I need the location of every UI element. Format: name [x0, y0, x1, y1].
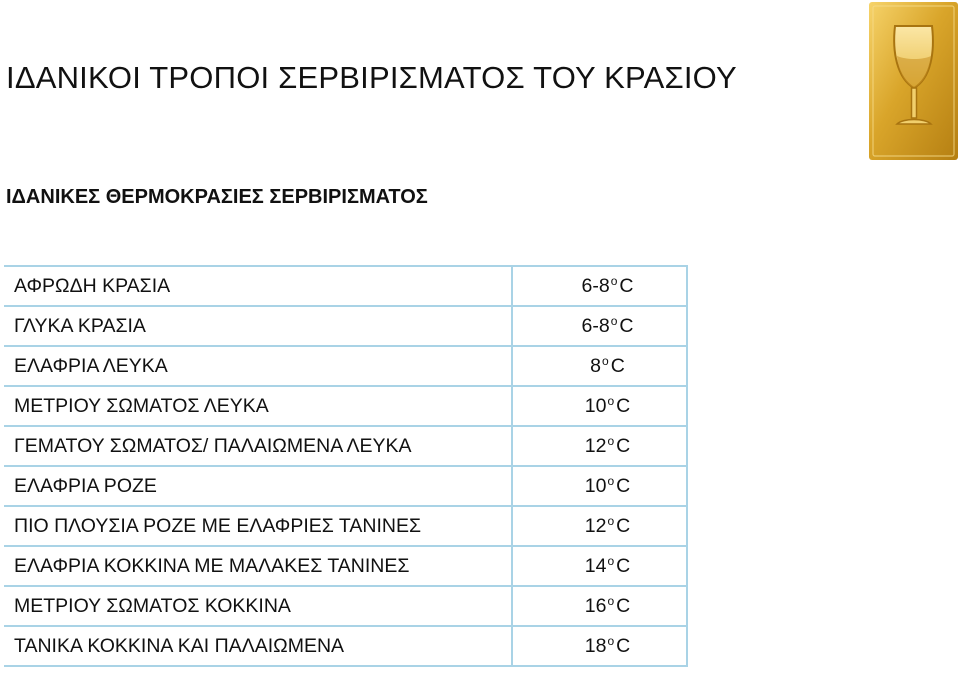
- table-row: [4, 466, 687, 506]
- table-row: [4, 426, 687, 466]
- temperature-cell: [512, 586, 687, 626]
- temperature-unit: C: [619, 315, 634, 337]
- section-subtitle: ΙΔΑΝΙΚΕΣ ΘΕΡΜΟΚΡΑΣΙΕΣ ΣΕΡΒΙΡΙΣΜΑΤΟΣ: [6, 186, 428, 208]
- degree-mark: o: [610, 274, 618, 288]
- temperature-value: 18: [584, 635, 607, 657]
- serving-temperature-table: [4, 265, 688, 667]
- temperature-cell: [512, 346, 687, 386]
- temperature-value: 6-8: [581, 315, 610, 337]
- temperature-unit: C: [619, 275, 634, 297]
- temperature-value: 14: [584, 555, 607, 577]
- temperature-cell: [512, 386, 687, 426]
- temperature-unit: C: [616, 435, 631, 457]
- wine-type-cell: ΕΛΑΦΡΙΑ ΡΟΖΕ: [4, 466, 512, 506]
- temperature-cell: [512, 306, 687, 346]
- temperature-unit: C: [610, 355, 625, 377]
- temperature-unit: C: [616, 515, 631, 537]
- wine-type-cell: ΕΛΑΦΡΙΑ ΛΕΥΚΑ: [4, 346, 512, 386]
- table-row: [4, 266, 687, 306]
- wine-type-cell: ΜΕΤΡΙΟΥ ΣΩΜΑΤΟΣ ΚΟΚΚΙΝΑ: [4, 586, 512, 626]
- table-row: [4, 346, 687, 386]
- temperature-cell: [512, 466, 687, 506]
- temperature-cell: [512, 506, 687, 546]
- wine-type-cell: ΕΛΑΦΡΙΑ ΚΟΚΚΙΝΑ ΜΕ ΜΑΛΑΚΕΣ ΤΑΝΙΝΕΣ: [4, 546, 512, 586]
- table-row: [4, 586, 687, 626]
- temperature-value: 12: [584, 515, 607, 537]
- temperature-value: 10: [584, 475, 607, 497]
- degree-mark: o: [607, 394, 615, 408]
- temperature-cell: [512, 266, 687, 306]
- wine-type-cell: ΠΙΟ ΠΛΟΥΣΙΑ ΡΟΖΕ ΜΕ ΕΛΑΦΡΙΕΣ ΤΑΝΙΝΕΣ: [4, 506, 512, 546]
- degree-mark: o: [607, 434, 615, 448]
- temperature-unit: C: [616, 595, 631, 617]
- temperature-value: 12: [584, 435, 607, 457]
- wine-type-cell: ΓΛΥΚΑ ΚΡΑΣΙΑ: [4, 306, 512, 346]
- table-row: [4, 546, 687, 586]
- temperature-cell: [512, 426, 687, 466]
- wine-type-cell: ΜΕΤΡΙΟΥ ΣΩΜΑΤΟΣ ΛΕΥΚΑ: [4, 386, 512, 426]
- temperature-cell: [512, 626, 687, 666]
- degree-mark: o: [607, 514, 615, 528]
- wine-type-cell: ΑΦΡΩΔΗ ΚΡΑΣΙΑ: [4, 266, 512, 306]
- temperature-cell: [512, 546, 687, 586]
- wine-type-cell: ΤΑΝΙΚΑ ΚΟΚΚΙΝΑ ΚΑΙ ΠΑΛΑΙΩΜΕΝΑ: [4, 626, 512, 666]
- degree-mark: o: [607, 474, 615, 488]
- degree-mark: o: [607, 554, 615, 568]
- table-row: [4, 626, 687, 666]
- wine-glass-icon: [867, 0, 960, 162]
- degree-mark: o: [607, 594, 615, 608]
- degree-mark: o: [602, 354, 609, 368]
- table-row: [4, 386, 687, 426]
- temperature-unit: C: [616, 555, 631, 577]
- degree-mark: o: [607, 634, 615, 648]
- temperature-value: 6-8: [581, 275, 610, 297]
- degree-mark: o: [610, 314, 618, 328]
- page-title: ΙΔΑΝΙΚΟΙ ΤΡΟΠΟΙ ΣΕΡΒΙΡΙΣΜΑΤΟΣ ΤΟΥ ΚΡΑΣΙΟΥ: [6, 60, 737, 95]
- temperature-unit: C: [616, 635, 631, 657]
- temperature-value: 8: [590, 355, 602, 377]
- temperature-unit: C: [616, 395, 631, 417]
- table-row: [4, 306, 687, 346]
- temperature-value: 16: [584, 595, 607, 617]
- temperature-value: 10: [584, 395, 607, 417]
- temperature-unit: C: [616, 475, 631, 497]
- wine-type-cell: ΓΕΜΑΤΟΥ ΣΩΜΑΤΟΣ/ ΠΑΛΑΙΩΜΕΝΑ ΛΕΥΚΑ: [4, 426, 512, 466]
- table-row: [4, 506, 687, 546]
